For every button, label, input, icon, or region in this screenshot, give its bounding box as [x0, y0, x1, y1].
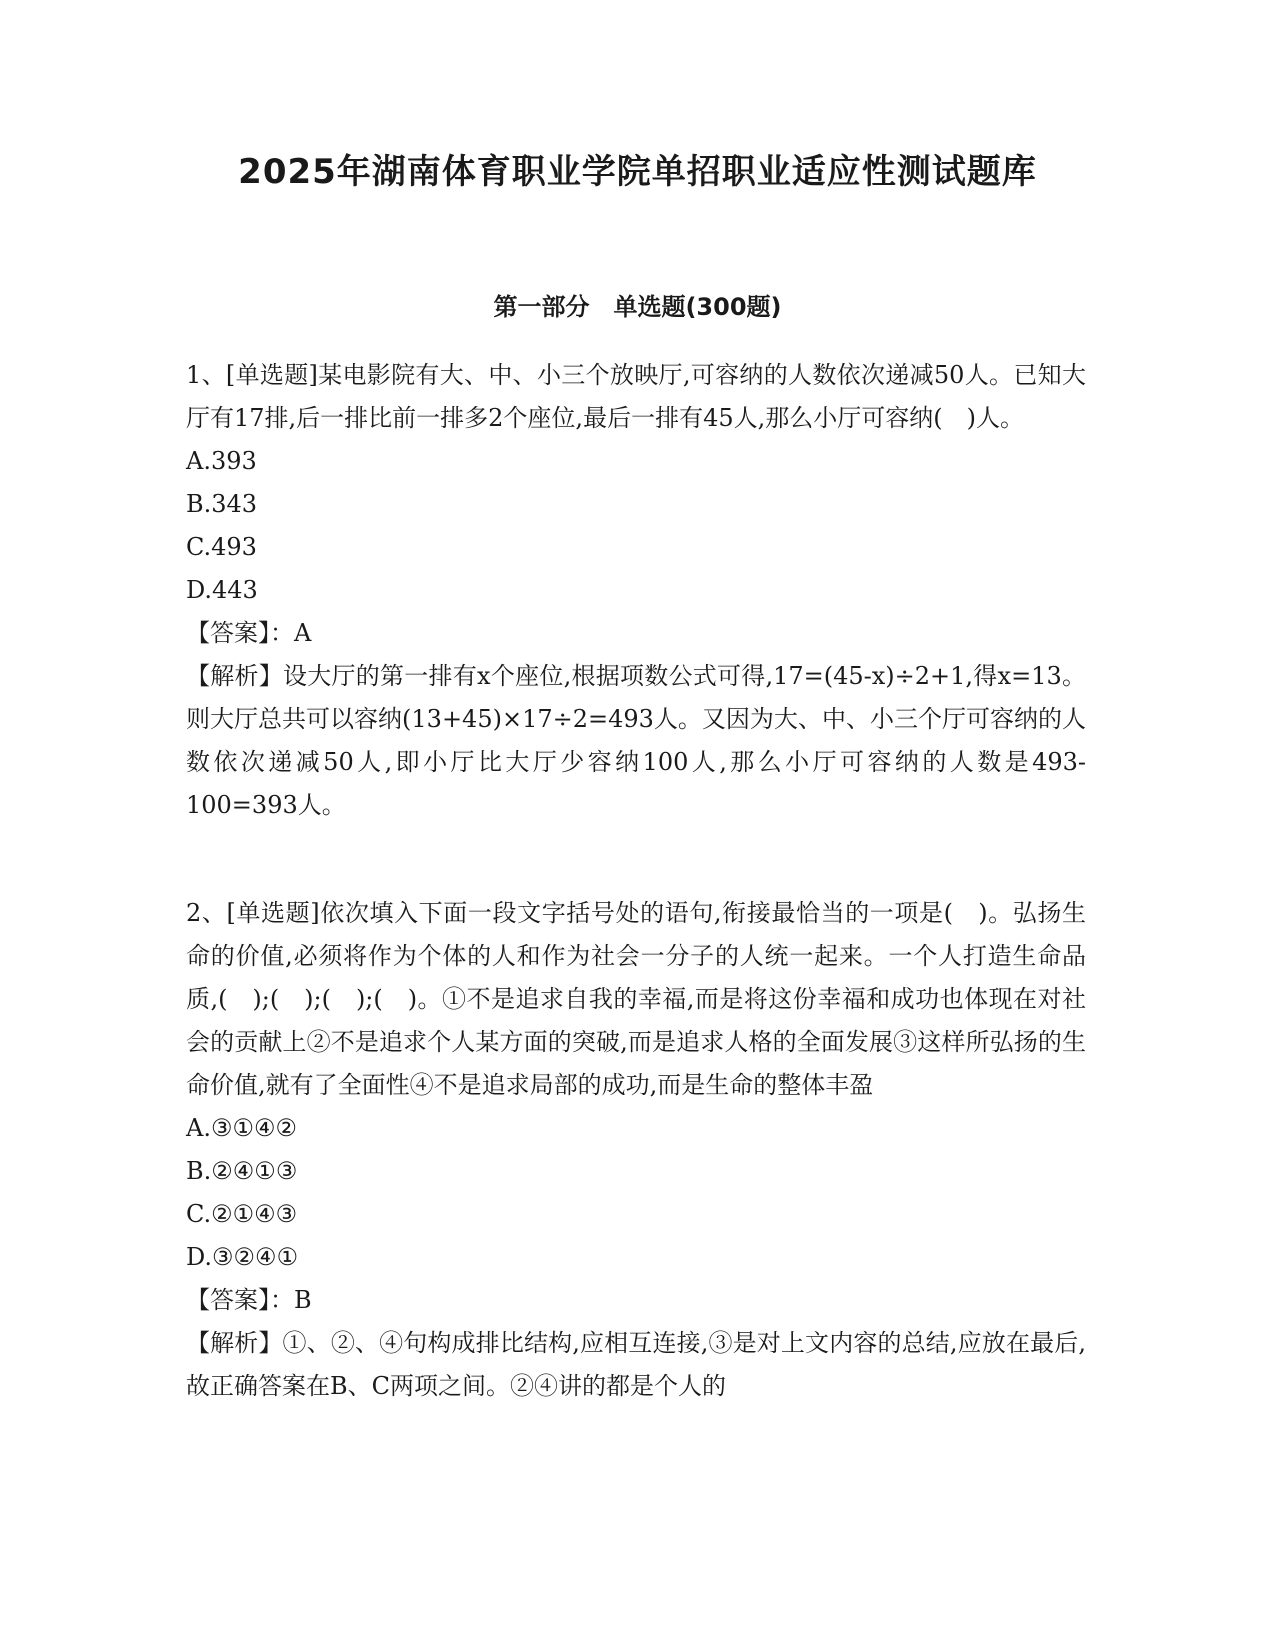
- option-a: A.393: [186, 447, 257, 475]
- section-title: 第一部分 单选题(300题): [493, 293, 782, 321]
- analysis-text: 【解析】设大厅的第一排有x个座位,根据项数公式可得,17=(45-x)÷2+1,得x=13。则大厅总共可以容纳(13+45)×17÷2=493人。又因为大、中、小三个厅可容纳的人数依次递减50人,即小厅比大厅少容纳100人,那么小厅可容纳的人数是493-100=393人。: [186, 662, 1086, 819]
- question-2: [186, 892, 1086, 1408]
- question-stem: 2、[单选题]依次填入下面一段文字括号处的语句,衔接最恰当的一项是( )。弘扬生命的价值,必须将作为个体的人和作为社会一分子的人统一起来。一个人打造生命品质,( );( );( );( )。①不是追求自我的幸福,而是将这份幸福和成功也体现在对社会的贡献上②不是追求个人某方面的突破,而是追求人格的全面发展③这样所弘扬的生命价值,就有了全面性④不是追求局部的成功,而是生命的整体丰盈: [186, 899, 1086, 1099]
- answer-line: 【答案】：A: [186, 619, 312, 647]
- answer-line: 【答案】：B: [186, 1286, 312, 1314]
- question-1: [186, 354, 1086, 827]
- question-stem: 1、[单选题]某电影院有大、中、小三个放映厅,可容纳的人数依次递减50人。已知大厅有17排,后一排比前一排多2个座位,最后一排有45人,那么小厅可容纳( )人。: [186, 361, 1086, 432]
- option-d: D.③②④①: [186, 1243, 299, 1271]
- analysis-text: 【解析】①、②、④句构成排比结构,应相互连接,③是对上文内容的总结,应放在最后,故正确答案在B、C两项之间。②④讲的都是个人的: [186, 1329, 1086, 1400]
- option-c: C.②①④③: [186, 1200, 298, 1228]
- option-b: B.②④①③: [186, 1157, 298, 1185]
- option-c: C.493: [186, 533, 257, 561]
- option-d: D.443: [186, 576, 258, 604]
- option-a: A.③①④②: [186, 1114, 298, 1142]
- option-b: B.343: [186, 490, 258, 518]
- document-title: 2025年湖南体育职业学院单招职业适应性测试题库: [238, 152, 1037, 192]
